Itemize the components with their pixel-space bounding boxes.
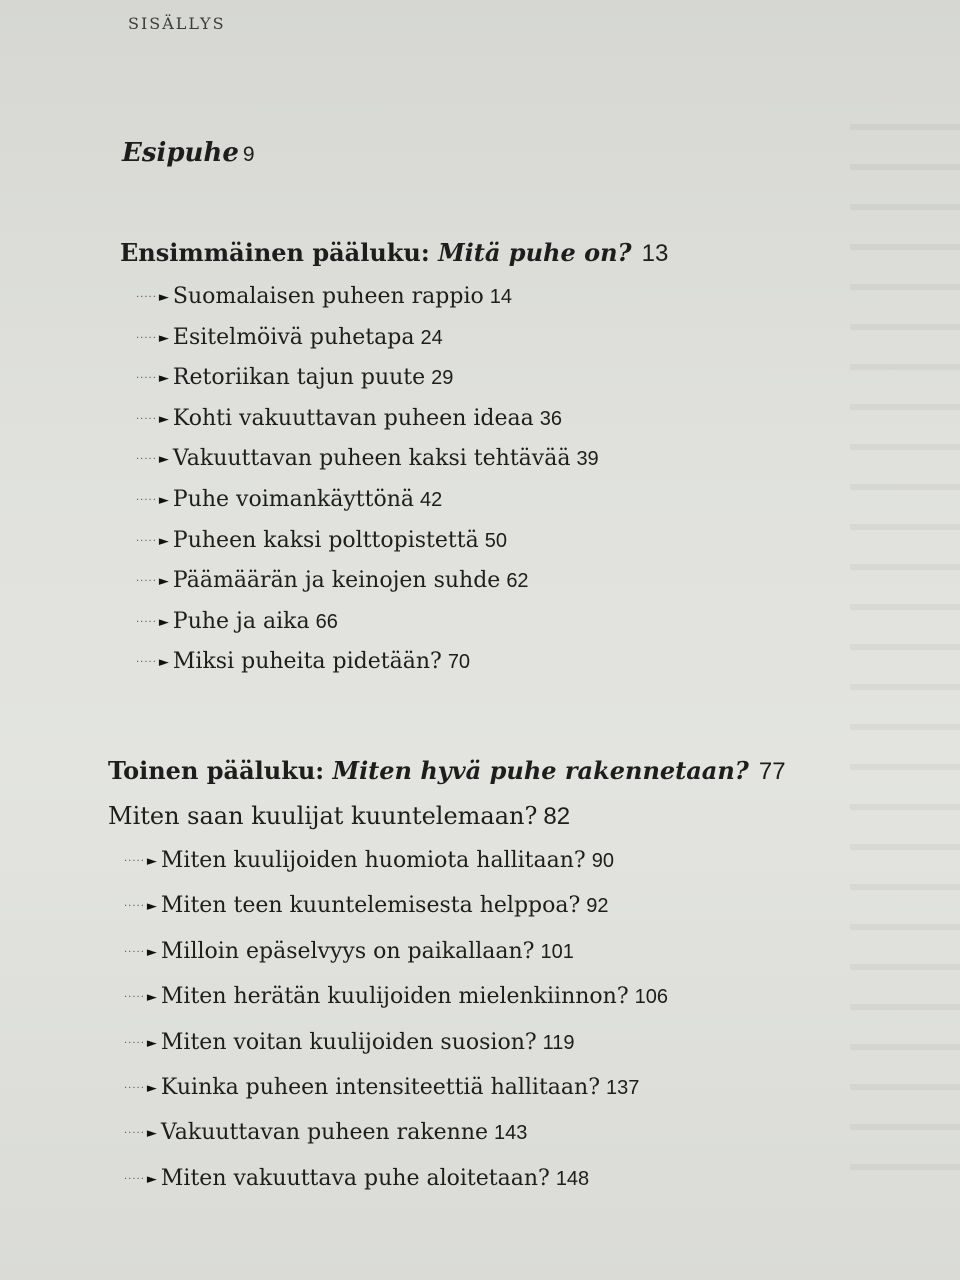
leader-dots: ····· [124,901,145,913]
bleed-through-text [850,90,960,1190]
toc-entry [136,325,599,366]
leader-dots: ····· [136,616,157,628]
toc-entry-label: Kohti vakuuttavan puheen ideaa [172,405,534,431]
toc-entry-label: Esitelmöivä puhetapa [172,324,415,350]
toc-entry [124,939,668,984]
leader-dots: ····· [124,1128,145,1140]
arrow-icon: ► [146,1126,157,1142]
chapter-2-prefix: Toinen pääluku: [108,756,325,785]
leader-dots: ····· [136,292,157,303]
arrow-icon: ► [158,533,169,549]
toc-entry-label: Miten teen kuuntelemisesta helppoa? [160,893,581,919]
toc-entry-label: Milloin epäselvyys on paikallaan? [160,938,535,964]
arrow-icon: ► [158,614,169,630]
toc-entry-page-number: 106 [634,986,669,1009]
toc-entry [124,1120,668,1165]
toc-entry-label: Miten voitan kuulijoiden suosion? [160,1029,537,1055]
toc-entry-label: Miten kuulijoiden huomiota hallitaan? [160,848,586,873]
arrow-icon: ► [158,371,169,387]
toc-entry-label: Päämäärän ja keinojen suhde [172,568,501,594]
leader-dots: ····· [136,454,157,466]
toc-entry [136,649,599,690]
leader-dots: ····· [124,1082,145,1094]
arrow-icon: ► [146,1171,157,1187]
section-title: Miten saan kuulijat kuuntelemaan? [108,802,538,830]
toc-entry-label: Puheen kaksi polttopistettä [172,527,479,553]
chapter-2-page-number: 77 [758,758,786,785]
toc-entry-page-number: 42 [420,488,443,511]
toc-entry [136,406,599,447]
arrow-icon: ► [146,1035,157,1051]
toc-entry-page-number: 14 [489,286,512,308]
leader-dots: ····· [136,657,157,669]
toc-entry-label: Vakuuttavan puheen kaksi tehtävää [172,446,571,472]
toc-entry-label: Miten vakuuttava puhe aloitetaan? [160,1165,550,1191]
toc-entry-page-number: 137 [606,1076,640,1099]
toc-entry [136,365,599,406]
chapter-2-title: Miten hyvä puhe rakennetaan? [332,756,749,785]
toc-entry [136,284,599,325]
toc-entry-page-number: 143 [494,1122,528,1145]
toc-entry-page-number: 39 [576,448,599,471]
running-head: SISÄLLYS [128,14,226,33]
chapter-1-heading [120,238,668,268]
toc-entry [136,609,599,650]
toc-entry-page-number: 101 [540,940,574,963]
toc-entry-label: Miten herätän kuulijoiden mielenkiinnon? [160,984,629,1010]
leader-dots: ····· [124,992,145,1004]
leader-dots: ····· [136,413,157,425]
toc-entry-label: Retoriikan tajun puute [172,365,426,391]
leader-dots: ····· [124,856,145,867]
leader-dots: ····· [124,1173,145,1185]
toc-entry-page-number: 62 [506,570,529,593]
toc-entry [124,984,668,1029]
toc-entry [124,1075,668,1120]
leader-dots: ····· [124,1037,145,1049]
leader-dots: ····· [136,332,157,344]
toc-entry-page-number: 50 [484,529,507,552]
leader-dots: ····· [136,373,157,385]
arrow-icon: ► [158,452,169,468]
toc-entry-page-number: 119 [542,1031,575,1054]
toc-entry-page-number: 66 [315,610,338,633]
chapter-2-heading [108,756,786,786]
chapter-1-prefix: Ensimmäinen pääluku: [120,238,430,267]
section-page-number: 82 [543,803,571,830]
toc-entry [136,487,599,528]
arrow-icon: ► [158,411,169,427]
chapter-1-page-number: 13 [641,240,669,267]
arrow-icon: ► [158,574,169,590]
leader-dots: ····· [136,576,157,588]
toc-entry-page-number: 148 [555,1167,590,1190]
arrow-icon: ► [158,330,169,346]
arrow-icon: ► [146,990,157,1006]
toc-entry-page-number: 70 [447,651,471,674]
toc-entry [136,528,599,569]
arrow-icon: ► [146,1080,157,1096]
toc-entry [124,893,668,938]
arrow-icon: ► [146,944,157,960]
toc-entry-page-number: 92 [586,895,609,918]
toc-entry [124,848,668,893]
chapter-1-title: Mitä puhe on? [438,238,632,267]
toc-entry-label: Suomalaisen puheen rappio [172,284,484,309]
arrow-icon: ► [158,290,169,305]
leader-dots: ····· [124,946,145,958]
toc-entry-page-number: 36 [539,407,562,430]
arrow-icon: ► [146,854,157,869]
preface-title: Esipuhe [122,138,239,168]
toc-entry-label: Kuinka puheen intensiteettiä hallitaan? [160,1074,600,1100]
toc-entry [124,1166,668,1211]
toc-entry-label: Puhe ja aika [172,608,310,634]
toc-entry-label: Puhe voimankäyttönä [172,486,415,512]
toc-entry [136,446,599,487]
chapter-1-toc-list [136,284,599,690]
leader-dots: ····· [136,494,157,506]
leader-dots: ····· [136,535,157,547]
toc-entry-label: Miksi puheita pidetään? [172,649,442,675]
chapter-2-toc-list [124,848,668,1211]
toc-entry-label: Vakuuttavan puheen rakenne [160,1120,489,1146]
toc-entry-page-number: 90 [591,850,614,872]
arrow-icon: ► [146,899,157,915]
toc-entry [124,1030,668,1075]
section-heading [108,802,570,831]
toc-entry-page-number: 24 [420,326,443,349]
toc-entry-page-number: 29 [431,367,454,390]
arrow-icon: ► [158,655,169,671]
toc-entry [136,568,599,609]
arrow-icon: ► [158,492,169,508]
preface-page-number: 9 [242,143,255,166]
preface-entry [122,138,255,168]
